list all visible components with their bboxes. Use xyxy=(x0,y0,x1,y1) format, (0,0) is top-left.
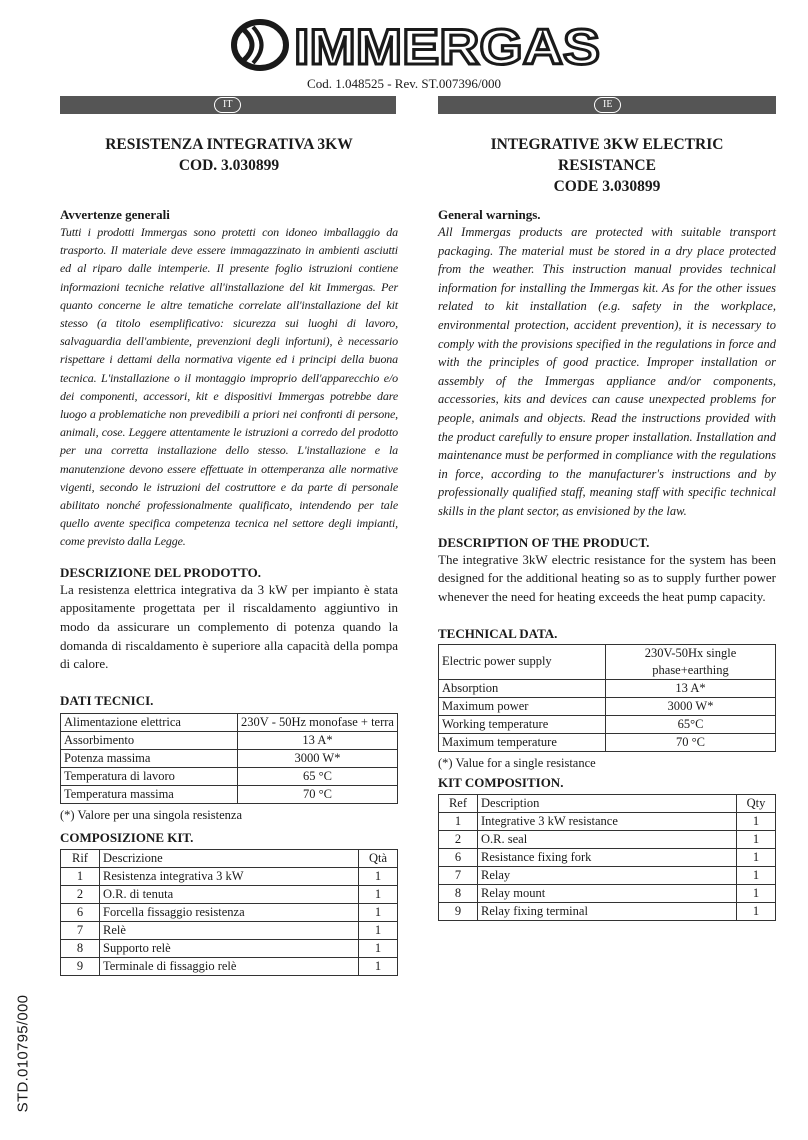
table-row xyxy=(61,958,398,976)
tech-value: 3000 W* xyxy=(606,697,776,715)
kit-desc: Supporto relè xyxy=(100,940,359,958)
kit-header-ref: Ref xyxy=(439,794,478,812)
kit-qty: 1 xyxy=(737,830,776,848)
kit-ref: 2 xyxy=(439,830,478,848)
tech-value: 65°C xyxy=(606,715,776,733)
kit-qty: 1 xyxy=(359,940,398,958)
kit-qty: 1 xyxy=(737,884,776,902)
tech-label: Assorbimento xyxy=(61,732,238,750)
kit-ref: 1 xyxy=(61,868,100,886)
kit-ref: 8 xyxy=(61,940,100,958)
english-title-line2: RESISTANCE xyxy=(558,157,656,174)
table-row xyxy=(439,830,776,848)
english-description-text: The integrative 3kW electric resistance for the system has been designed for the additional heating so as to supply further power whenever the need for heating exceeds the heat pump capacity. xyxy=(438,551,776,604)
kit-ref: 7 xyxy=(439,866,478,884)
table-header-row xyxy=(439,794,776,812)
table-row xyxy=(61,868,398,886)
kit-qty: 1 xyxy=(737,812,776,830)
tech-label: Electric power supply xyxy=(439,644,606,679)
kit-ref: 9 xyxy=(439,902,478,920)
english-warnings-text: All Immergas products are protected with suitable transport packaging. The material must be stored in a dry place protected from the weather. This instruction manual provides technical information for installing the Immergas kit. As for the other issues related to kit installation (e.g. safety in the workplace, environmental protection, accident prevention), it is necessary to comply with the provisions specified in the regulations in force and with the principles of good practice. Improper installation or assembly of the Immergas appliance and/or components, accessories, kits and devices can cause unexpected problems for people, animals and objects. Read the instructions provided with the product carefully to ensure proper installation. Installation and maintenance must be performed in compliance with the regulations in force, according to the manufacturer's instructions and by professionally qualified staff, meaning staff with specific technical skills in the plant sector, as envisioned by the law. xyxy=(438,225,776,518)
kit-ref: 7 xyxy=(61,922,100,940)
english-title-line3: CODE 3.030899 xyxy=(553,178,661,195)
kit-header-desc: Descrizione xyxy=(100,850,359,868)
table-row xyxy=(439,715,776,733)
english-tech-note: (*) Value for a single resistance xyxy=(438,755,596,770)
italian-description-heading: DESCRIZIONE DEL PRODOTTO. xyxy=(60,564,261,580)
kit-desc: Forcella fissaggio resistenza xyxy=(100,904,359,922)
tech-value: 13 A* xyxy=(606,679,776,697)
kit-header-qty: Qty xyxy=(737,794,776,812)
lang-bar-it xyxy=(60,96,396,114)
tech-value: 230V-50Hx single phase+earthing xyxy=(606,644,776,679)
english-tech-table xyxy=(438,644,776,752)
lang-tag-it: IT xyxy=(214,97,241,113)
table-row xyxy=(61,768,398,786)
italian-tech-table xyxy=(60,713,398,804)
kit-desc: O.R. di tenuta xyxy=(100,886,359,904)
kit-ref: 9 xyxy=(61,958,100,976)
table-row xyxy=(61,886,398,904)
english-title-line1: INTEGRATIVE 3KW ELECTRIC xyxy=(490,136,724,153)
kit-ref: 8 xyxy=(439,884,478,902)
table-row xyxy=(439,866,776,884)
tech-value: 3000 W* xyxy=(238,750,398,768)
side-document-code: STD.010795/000 xyxy=(14,994,32,1113)
kit-qty: 1 xyxy=(359,958,398,976)
tech-value: 230V - 50Hz monofase + terra xyxy=(238,714,398,732)
italian-warnings-text: Tutti i prodotti Immergas sono protetti con idoneo imballaggio da trasporto. Il materiale deve essere immagazzinato in ambienti asciutti ed al riparo dalle intemperie. Il presente foglio istruzioni contiene informazioni tecniche relative all'installazione del kit Immergas. Per quanto concerne le altre tematiche correlate all'installazione del kit stesso (a titolo esemplificativo: sicurezza sui luoghi di lavoro, salvaguardia dell'ambiente, prevenzioni degli infortuni), è necessario rispettare i dettami della normativa vigente ed i principi della buona tecnica. L'installazione o il montaggio improprio dell'apparecchio e/o dei componenti, accessori, kit e dispositivi Immergas potrebbe dare luogo a problematiche non prevedibili a priori nei confronti di persone, animali, cose. Leggere attentamente le istruzioni a corredo del prodotto per una corretta installazione dello stesso. L'installazione e la manutenzione devono essere effettuate in ottemperanza alle normative vigenti, secondo le istruzioni del costruttore e da parte di personale abilitato nonché professionalmente qualificato, intendendo per tale quello avente specifica competenza tecnica nel settore degli impianti, come previsto dalla Legge. xyxy=(60,225,398,549)
table-row xyxy=(61,904,398,922)
kit-desc: Terminale di fissaggio relè xyxy=(100,958,359,976)
kit-desc: Relay fixing terminal xyxy=(478,902,737,920)
english-kit-table xyxy=(438,794,776,921)
kit-desc: Relay xyxy=(478,866,737,884)
table-row xyxy=(61,940,398,958)
table-row xyxy=(439,902,776,920)
lang-tag-ie: IE xyxy=(594,97,621,113)
table-row xyxy=(439,848,776,866)
tech-value: 65 °C xyxy=(238,768,398,786)
table-row xyxy=(439,697,776,715)
english-column xyxy=(438,134,776,921)
lang-bar-ie xyxy=(438,96,776,114)
immergas-logo xyxy=(230,18,602,72)
table-row xyxy=(61,786,398,804)
table-row xyxy=(439,679,776,697)
kit-qty: 1 xyxy=(359,886,398,904)
kit-qty: 1 xyxy=(737,902,776,920)
table-row xyxy=(61,922,398,940)
italian-tech-note: (*) Valore per una singola resistenza xyxy=(60,808,242,823)
kit-qty: 1 xyxy=(737,866,776,884)
table-row xyxy=(61,732,398,750)
italian-title-line1: RESISTENZA INTEGRATIVA 3KW xyxy=(105,136,353,153)
english-title xyxy=(438,134,776,198)
table-row xyxy=(439,644,776,679)
table-header-row xyxy=(61,850,398,868)
kit-qty: 1 xyxy=(359,868,398,886)
kit-desc: O.R. seal xyxy=(478,830,737,848)
italian-title xyxy=(60,134,398,192)
kit-qty: 1 xyxy=(737,848,776,866)
kit-header-ref: Rif xyxy=(61,850,100,868)
document-code: Cod. 1.048525 - Rev. ST.007396/000 xyxy=(307,76,501,91)
kit-ref: 1 xyxy=(439,812,478,830)
kit-desc: Resistenza integrativa 3 kW xyxy=(100,868,359,886)
table-row xyxy=(61,714,398,732)
italian-tech-heading: DATI TECNICI. xyxy=(60,693,154,709)
logo-emblem-icon xyxy=(234,22,286,68)
tech-label: Maximum temperature xyxy=(439,733,606,751)
tech-value: 70 °C xyxy=(606,733,776,751)
tech-label: Temperatura massima xyxy=(61,786,238,804)
tech-value: 13 A* xyxy=(238,732,398,750)
italian-description-text: La resistenza elettrica integrativa da 3 kW per impianto è stata appositamente progettata per il riscaldamento aggiuntivo in modo da assicurare un complemento di potenza quando la domanda di riscaldamento è superiore alla capacità della pompa di calore. xyxy=(60,581,398,672)
kit-desc: Relè xyxy=(100,922,359,940)
italian-kit-table xyxy=(60,849,398,976)
logo-wordmark: IMMERGAS xyxy=(294,19,600,72)
table-row xyxy=(439,812,776,830)
table-row xyxy=(439,884,776,902)
kit-desc: Integrative 3 kW resistance xyxy=(478,812,737,830)
kit-desc: Relay mount xyxy=(478,884,737,902)
kit-qty: 1 xyxy=(359,904,398,922)
kit-ref: 2 xyxy=(61,886,100,904)
tech-label: Temperatura di lavoro xyxy=(61,768,238,786)
table-row xyxy=(61,750,398,768)
kit-qty: 1 xyxy=(359,922,398,940)
italian-column xyxy=(60,134,398,976)
tech-label: Alimentazione elettrica xyxy=(61,714,238,732)
tech-value: 70 °C xyxy=(238,786,398,804)
tech-label: Maximum power xyxy=(439,697,606,715)
kit-ref: 6 xyxy=(439,848,478,866)
english-description-heading: DESCRIPTION OF THE PRODUCT. xyxy=(438,534,650,550)
italian-kit-heading: COMPOSIZIONE KIT. xyxy=(60,830,194,846)
kit-desc: Resistance fixing fork xyxy=(478,848,737,866)
english-warnings-heading: General warnings. xyxy=(438,207,541,222)
tech-label: Working temperature xyxy=(439,715,606,733)
kit-header-desc: Description xyxy=(478,794,737,812)
tech-label: Absorption xyxy=(439,679,606,697)
italian-title-line2: COD. 3.030899 xyxy=(178,157,280,174)
italian-warnings-heading: Avvertenze generali xyxy=(60,207,170,222)
kit-header-qty: Qtà xyxy=(359,850,398,868)
english-kit-heading: KIT COMPOSITION. xyxy=(438,774,564,790)
table-row xyxy=(439,733,776,751)
english-tech-heading: TECHNICAL DATA. xyxy=(438,625,558,641)
tech-label: Potenza massima xyxy=(61,750,238,768)
kit-ref: 6 xyxy=(61,904,100,922)
